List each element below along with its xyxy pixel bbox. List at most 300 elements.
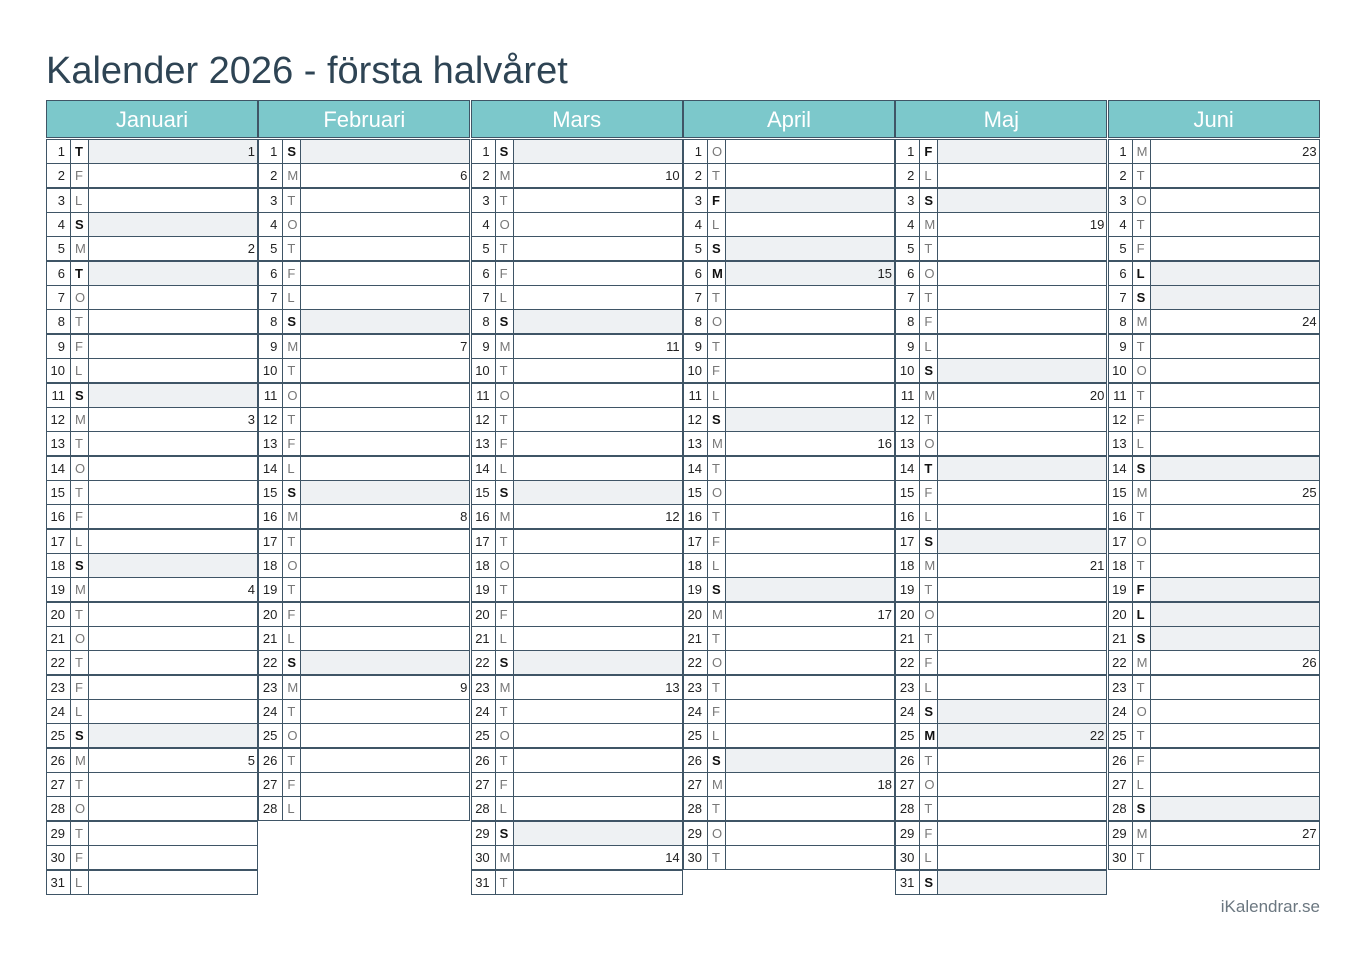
week-number [514, 530, 682, 553]
day-number: 22 [259, 651, 283, 674]
weekday-letter: L [71, 359, 89, 382]
day-row [46, 358, 258, 383]
day-row [471, 529, 683, 554]
day-number: 2 [1109, 164, 1133, 187]
day-row [46, 553, 258, 578]
week-number [938, 773, 1106, 796]
day-number: 10 [896, 359, 920, 382]
day-row [683, 577, 895, 602]
weekday-letter: T [496, 749, 514, 772]
day-row [471, 796, 683, 821]
week-number [89, 627, 257, 650]
day-number: 19 [47, 578, 71, 601]
week-number [938, 578, 1106, 601]
weekday-letter: T [1133, 676, 1151, 699]
day-number: 28 [259, 797, 283, 820]
day-row [683, 139, 895, 164]
day-number: 15 [472, 481, 496, 504]
week-number [89, 359, 257, 382]
week-number [1151, 213, 1319, 236]
weekday-letter: O [920, 262, 938, 285]
day-number: 21 [896, 627, 920, 650]
day-row [1108, 261, 1320, 286]
day-number: 13 [896, 432, 920, 455]
week-number [938, 262, 1106, 285]
day-number: 15 [684, 481, 708, 504]
week-number [89, 822, 257, 845]
day-row [46, 383, 258, 408]
week-number [89, 773, 257, 796]
day-number: 28 [1109, 797, 1133, 820]
week-number: 26 [1302, 655, 1317, 671]
day-row [258, 480, 470, 505]
weekday-letter: T [920, 578, 938, 601]
month-header: Februari [258, 100, 470, 138]
weekday-letter: S [1133, 457, 1151, 480]
week-number [514, 651, 682, 674]
day-row [258, 431, 470, 456]
weekday-letter: F [71, 335, 89, 358]
day-row [258, 309, 470, 334]
week-number [938, 530, 1106, 553]
weekday-letter: M [920, 384, 938, 407]
day-row [471, 358, 683, 383]
weekday-letter: T [283, 237, 301, 260]
day-number: 17 [896, 530, 920, 553]
day-number: 8 [472, 310, 496, 333]
weekday-letter: S [496, 651, 514, 674]
weekday-letter: O [920, 773, 938, 796]
day-row [895, 261, 1107, 286]
day-number: 7 [896, 286, 920, 309]
day-number: 18 [259, 554, 283, 577]
day-number: 16 [1109, 505, 1133, 528]
day-row [895, 796, 1107, 821]
weekday-letter: F [1133, 578, 1151, 601]
week-number [1151, 797, 1319, 820]
week-number [1151, 384, 1319, 407]
week-number: 10 [665, 168, 680, 184]
week-number [726, 310, 894, 333]
day-number: 19 [684, 578, 708, 601]
day-row [895, 870, 1107, 895]
day-number: 27 [896, 773, 920, 796]
page-title: Kalender 2026 - första halvåret [46, 50, 568, 92]
day-number: 18 [472, 554, 496, 577]
weekday-letter: F [920, 822, 938, 845]
day-row [258, 456, 470, 481]
day-row [683, 553, 895, 578]
week-number [726, 457, 894, 480]
day-number: 29 [684, 822, 708, 845]
day-number: 19 [1109, 578, 1133, 601]
weekday-letter: T [71, 651, 89, 674]
week-number [726, 189, 894, 212]
day-number: 27 [47, 773, 71, 796]
weekday-letter: M [283, 164, 301, 187]
day-number: 5 [684, 237, 708, 260]
weekday-letter: S [283, 310, 301, 333]
weekday-letter: T [1133, 846, 1151, 869]
week-number [1151, 505, 1319, 528]
day-number: 24 [896, 700, 920, 723]
day-row [471, 285, 683, 310]
day-number: 2 [472, 164, 496, 187]
week-number [89, 310, 257, 333]
day-number: 7 [1109, 286, 1133, 309]
day-number: 4 [684, 213, 708, 236]
day-row [258, 358, 470, 383]
day-number: 30 [472, 846, 496, 869]
week-number [726, 384, 894, 407]
day-row [258, 163, 470, 188]
weekday-letter: F [1133, 749, 1151, 772]
day-number: 14 [472, 457, 496, 480]
week-number [726, 578, 894, 601]
weekday-letter: S [496, 481, 514, 504]
day-number: 9 [47, 335, 71, 358]
weekday-letter: S [283, 140, 301, 163]
day-number: 25 [1109, 724, 1133, 747]
weekday-letter: T [283, 359, 301, 382]
weekday-letter: T [283, 749, 301, 772]
weekday-letter: L [496, 457, 514, 480]
day-number: 3 [684, 189, 708, 212]
weekday-letter: O [71, 457, 89, 480]
week-number [301, 432, 469, 455]
day-number: 1 [1109, 140, 1133, 163]
day-number: 5 [472, 237, 496, 260]
day-number: 26 [47, 749, 71, 772]
week-number [726, 140, 894, 163]
weekday-letter: S [496, 822, 514, 845]
weekday-letter: S [283, 651, 301, 674]
week-number [301, 578, 469, 601]
day-number: 29 [1109, 822, 1133, 845]
day-row [895, 309, 1107, 334]
weekday-letter: T [496, 530, 514, 553]
month-column [471, 100, 683, 890]
day-row [683, 529, 895, 554]
week-number [514, 603, 682, 626]
week-number [1151, 773, 1319, 796]
day-row [895, 285, 1107, 310]
week-number [726, 797, 894, 820]
week-number [726, 286, 894, 309]
week-number [726, 213, 894, 236]
day-number: 20 [1109, 603, 1133, 626]
day-number: 27 [1109, 773, 1133, 796]
weekday-letter: T [708, 505, 726, 528]
day-row [683, 772, 895, 797]
weekday-letter: M [496, 505, 514, 528]
day-row [1108, 699, 1320, 724]
day-row [895, 163, 1107, 188]
weekday-letter: L [920, 164, 938, 187]
day-row [471, 699, 683, 724]
day-row [683, 626, 895, 651]
day-number: 11 [259, 384, 283, 407]
day-number: 30 [896, 846, 920, 869]
day-row [1108, 626, 1320, 651]
day-row [258, 529, 470, 554]
week-number [514, 384, 682, 407]
month-column [46, 100, 258, 890]
day-number: 10 [47, 359, 71, 382]
week-number: 21 [1089, 557, 1105, 573]
weekday-letter: M [71, 408, 89, 431]
day-row [471, 626, 683, 651]
week-number [938, 408, 1106, 431]
day-row [895, 139, 1107, 164]
weekday-letter: S [71, 724, 89, 747]
day-row [1108, 602, 1320, 627]
day-row [471, 504, 683, 529]
week-number [301, 286, 469, 309]
week-number [514, 457, 682, 480]
week-number [1151, 432, 1319, 455]
week-number [726, 237, 894, 260]
week-number [726, 335, 894, 358]
day-number: 22 [896, 651, 920, 674]
day-row [46, 407, 258, 432]
weekday-letter: F [283, 603, 301, 626]
week-number [726, 554, 894, 577]
day-row [258, 139, 470, 164]
day-row [1108, 529, 1320, 554]
month-header: Maj [895, 100, 1107, 138]
week-number [938, 676, 1106, 699]
weekday-letter: S [1133, 797, 1151, 820]
day-number: 4 [472, 213, 496, 236]
week-number [89, 286, 257, 309]
weekday-letter: M [496, 676, 514, 699]
weekday-letter: M [283, 505, 301, 528]
week-number [1151, 603, 1319, 626]
day-number: 5 [259, 237, 283, 260]
weekday-letter: T [283, 530, 301, 553]
day-row [258, 383, 470, 408]
day-number: 12 [684, 408, 708, 431]
day-row [1108, 309, 1320, 334]
week-number [1151, 700, 1319, 723]
day-row [46, 821, 258, 846]
week-number [938, 359, 1106, 382]
day-number: 1 [896, 140, 920, 163]
weekday-letter: T [708, 164, 726, 187]
weekday-letter: O [283, 724, 301, 747]
week-number [938, 481, 1106, 504]
day-row [471, 261, 683, 286]
weekday-letter: T [496, 408, 514, 431]
weekday-letter: M [71, 578, 89, 601]
day-number: 16 [47, 505, 71, 528]
weekday-letter: T [1133, 554, 1151, 577]
week-number [726, 481, 894, 504]
weekday-letter: F [920, 140, 938, 163]
weekday-letter: F [71, 505, 89, 528]
day-number: 21 [259, 627, 283, 650]
day-row [46, 602, 258, 627]
week-number [301, 797, 469, 820]
weekday-letter: L [283, 627, 301, 650]
day-row [46, 723, 258, 748]
day-number: 3 [47, 189, 71, 212]
weekday-letter: M [708, 603, 726, 626]
week-number [1151, 237, 1319, 260]
weekday-letter: M [920, 724, 938, 747]
weekday-letter: L [920, 676, 938, 699]
week-number [301, 140, 469, 163]
day-row [895, 845, 1107, 870]
day-row [258, 261, 470, 286]
day-row [683, 285, 895, 310]
week-number [301, 384, 469, 407]
day-number: 10 [1109, 359, 1133, 382]
day-row [46, 285, 258, 310]
day-row [895, 723, 1107, 748]
day-row [258, 553, 470, 578]
weekday-letter: L [496, 627, 514, 650]
week-number [1151, 627, 1319, 650]
week-number [1151, 359, 1319, 382]
weekday-letter: S [708, 749, 726, 772]
weekday-letter: F [708, 530, 726, 553]
day-number: 16 [259, 505, 283, 528]
weekday-letter: T [920, 797, 938, 820]
week-number [89, 846, 257, 869]
day-row [258, 334, 470, 359]
day-number: 14 [259, 457, 283, 480]
week-number [301, 603, 469, 626]
day-number: 25 [684, 724, 708, 747]
week-number [938, 286, 1106, 309]
week-number: 7 [460, 338, 468, 354]
day-row [46, 188, 258, 213]
weekday-letter: T [708, 676, 726, 699]
day-row [1108, 358, 1320, 383]
weekday-letter: T [283, 578, 301, 601]
day-number: 19 [472, 578, 496, 601]
week-number [301, 700, 469, 723]
week-number [89, 724, 257, 747]
day-row [258, 772, 470, 797]
week-number [938, 651, 1106, 674]
day-number: 11 [1109, 384, 1133, 407]
week-number [514, 262, 682, 285]
weekday-letter: S [920, 700, 938, 723]
day-number: 13 [1109, 432, 1133, 455]
weekday-letter: F [1133, 237, 1151, 260]
week-number [89, 164, 257, 187]
day-row [1108, 821, 1320, 846]
weekday-letter: S [71, 554, 89, 577]
week-number [89, 189, 257, 212]
weekday-letter: T [1133, 384, 1151, 407]
weekday-letter: T [708, 797, 726, 820]
day-number: 3 [896, 189, 920, 212]
day-number: 30 [47, 846, 71, 869]
weekday-letter: L [708, 213, 726, 236]
day-number: 24 [472, 700, 496, 723]
day-row [895, 480, 1107, 505]
footer-brand[interactable]: iKalendrar.se [1220, 897, 1320, 916]
weekday-letter: F [496, 603, 514, 626]
weekday-letter: M [708, 432, 726, 455]
week-number [726, 676, 894, 699]
day-number: 20 [259, 603, 283, 626]
week-number [301, 773, 469, 796]
week-number: 15 [726, 262, 894, 285]
day-number: 15 [1109, 481, 1133, 504]
day-row [895, 212, 1107, 237]
day-row [46, 626, 258, 651]
day-row [1108, 407, 1320, 432]
day-row [683, 212, 895, 237]
day-number: 4 [896, 213, 920, 236]
weekday-letter: T [708, 286, 726, 309]
day-row [1108, 139, 1320, 164]
day-number: 9 [472, 335, 496, 358]
weekday-letter: L [708, 384, 726, 407]
day-number: 31 [47, 871, 71, 894]
week-number [726, 822, 894, 845]
month-column [258, 100, 470, 817]
week-number [1151, 189, 1319, 212]
weekday-letter: T [496, 359, 514, 382]
weekday-letter: L [708, 724, 726, 747]
day-number: 2 [47, 164, 71, 187]
week-number [89, 213, 257, 236]
day-row [471, 602, 683, 627]
weekday-letter: L [496, 286, 514, 309]
day-number: 23 [896, 676, 920, 699]
weekday-letter: F [283, 432, 301, 455]
week-number [726, 530, 894, 553]
day-row [1108, 650, 1320, 675]
weekday-letter: S [496, 310, 514, 333]
weekday-letter: T [1133, 505, 1151, 528]
day-row [46, 431, 258, 456]
week-number [514, 871, 682, 894]
day-row [471, 748, 683, 773]
week-number [726, 651, 894, 674]
day-row [46, 870, 258, 895]
week-number [301, 213, 469, 236]
week-number [514, 724, 682, 747]
week-number: 1 [89, 140, 257, 163]
day-number: 7 [259, 286, 283, 309]
day-row [895, 334, 1107, 359]
weekday-letter: M [283, 676, 301, 699]
day-number: 24 [684, 700, 708, 723]
day-number: 23 [259, 676, 283, 699]
weekday-letter: T [708, 335, 726, 358]
day-row [1108, 480, 1320, 505]
day-number: 8 [1109, 310, 1133, 333]
day-row [683, 845, 895, 870]
week-number [514, 481, 682, 504]
weekday-letter: O [71, 797, 89, 820]
week-number [1151, 457, 1319, 480]
weekday-letter: F [708, 359, 726, 382]
day-row [46, 699, 258, 724]
day-number: 26 [896, 749, 920, 772]
day-number: 19 [259, 578, 283, 601]
weekday-letter: L [283, 286, 301, 309]
day-number: 25 [896, 724, 920, 747]
week-number [938, 871, 1106, 894]
